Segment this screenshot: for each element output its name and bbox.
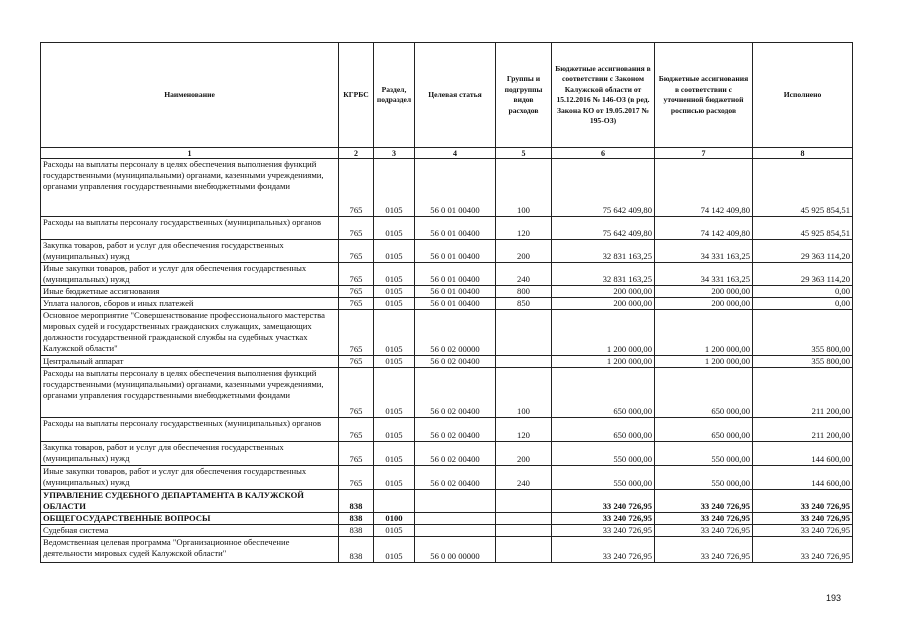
row-name-cell: Уплата налогов, сборов и иных платежей bbox=[41, 298, 339, 310]
row-section-cell: 0105 bbox=[374, 525, 415, 537]
row-law-allocation-cell: 650 000,00 bbox=[552, 368, 655, 418]
row-law-allocation-cell: 200 000,00 bbox=[552, 298, 655, 310]
row-section-cell: 0105 bbox=[374, 240, 415, 263]
row-expense-type-cell: 240 bbox=[496, 263, 552, 286]
table-row bbox=[41, 217, 853, 240]
header-target-item: Целевая статья bbox=[415, 43, 496, 148]
table-row bbox=[41, 513, 853, 525]
row-target-item-cell: 56 0 00 00000 bbox=[415, 537, 496, 563]
table-row bbox=[41, 442, 853, 466]
table-row bbox=[41, 418, 853, 442]
row-expense-type-cell: 200 bbox=[496, 442, 552, 466]
row-target-item-cell: 56 0 01 00400 bbox=[415, 263, 496, 286]
row-executed-cell: 29 363 114,20 bbox=[753, 240, 853, 263]
row-kgrbs-cell: 765 bbox=[339, 418, 374, 442]
budget-table-sheet bbox=[40, 42, 852, 563]
row-revised-allocation-cell: 550 000,00 bbox=[655, 466, 753, 490]
column-number: 1 bbox=[41, 148, 339, 159]
column-number: 3 bbox=[374, 148, 415, 159]
row-kgrbs-cell: 765 bbox=[339, 240, 374, 263]
page-number: 193 bbox=[826, 593, 842, 603]
row-section-cell: 0105 bbox=[374, 159, 415, 217]
row-section-cell: 0105 bbox=[374, 263, 415, 286]
row-law-allocation-cell: 75 642 409,80 bbox=[552, 159, 655, 217]
row-kgrbs-cell: 765 bbox=[339, 442, 374, 466]
row-expense-type-cell bbox=[496, 513, 552, 525]
row-name-cell: Иные закупки товаров, работ и услуг для обеспечения государственных (муниципальных) нужд bbox=[41, 263, 339, 286]
row-target-item-cell: 56 0 01 00400 bbox=[415, 286, 496, 298]
row-name-cell: Иные закупки товаров, работ и услуг для обеспечения государственных (муниципальных) нужд bbox=[41, 466, 339, 490]
row-expense-type-cell bbox=[496, 490, 552, 513]
row-target-item-cell: 56 0 01 00400 bbox=[415, 159, 496, 217]
row-executed-cell: 33 240 726,95 bbox=[753, 537, 853, 563]
row-executed-cell: 29 363 114,20 bbox=[753, 263, 853, 286]
row-executed-cell: 33 240 726,95 bbox=[753, 525, 853, 537]
row-section-cell: 0105 bbox=[374, 286, 415, 298]
row-name-cell: Закупка товаров, работ и услуг для обеспечения государственных (муниципальных) нужд bbox=[41, 442, 339, 466]
header-kgrbs: КГРБС bbox=[339, 43, 374, 148]
table-row bbox=[41, 159, 853, 217]
row-revised-allocation-cell: 33 240 726,95 bbox=[655, 525, 753, 537]
row-law-allocation-cell: 32 831 163,25 bbox=[552, 240, 655, 263]
header-section: Раздел, подраздел bbox=[374, 43, 415, 148]
table-row bbox=[41, 537, 853, 563]
row-revised-allocation-cell: 200 000,00 bbox=[655, 298, 753, 310]
row-executed-cell: 355 800,00 bbox=[753, 356, 853, 368]
row-expense-type-cell: 800 bbox=[496, 286, 552, 298]
row-name-cell: Основное мероприятие "Совершенствование профессионального мастерства мировых судей и государственных гражданских служащих, замещающих должности государственной гражданской службы на судебных участках Калужской области" bbox=[41, 310, 339, 356]
row-executed-cell: 45 925 854,51 bbox=[753, 217, 853, 240]
column-number: 6 bbox=[552, 148, 655, 159]
row-kgrbs-cell: 765 bbox=[339, 159, 374, 217]
table-row bbox=[41, 310, 853, 356]
row-expense-type-cell: 100 bbox=[496, 159, 552, 217]
row-kgrbs-cell: 765 bbox=[339, 286, 374, 298]
row-revised-allocation-cell: 33 240 726,95 bbox=[655, 537, 753, 563]
row-name-cell: Расходы на выплаты персоналу в целях обеспечения выполнения функций государственными (муниципальными) органами, казенными учреждениями, органами управления государственными внебюджетными фондами bbox=[41, 159, 339, 217]
row-name-cell: Судебная система bbox=[41, 525, 339, 537]
row-kgrbs-cell: 765 bbox=[339, 263, 374, 286]
row-law-allocation-cell: 75 642 409,80 bbox=[552, 217, 655, 240]
row-name-cell: УПРАВЛЕНИЕ СУДЕБНОГО ДЕПАРТАМЕНТА В КАЛУЖСКОЙ ОБЛАСТИ bbox=[41, 490, 339, 513]
row-revised-allocation-cell: 33 240 726,95 bbox=[655, 513, 753, 525]
row-revised-allocation-cell: 34 331 163,25 bbox=[655, 240, 753, 263]
row-name-cell: Расходы на выплаты персоналу государственных (муниципальных) органов bbox=[41, 418, 339, 442]
row-revised-allocation-cell: 650 000,00 bbox=[655, 368, 753, 418]
row-kgrbs-cell: 765 bbox=[339, 298, 374, 310]
row-section-cell: 0105 bbox=[374, 368, 415, 418]
row-executed-cell: 0,00 bbox=[753, 286, 853, 298]
row-name-cell: Иные бюджетные ассигнования bbox=[41, 286, 339, 298]
header-executed: Исполнено bbox=[753, 43, 853, 148]
row-target-item-cell: 56 0 01 00400 bbox=[415, 217, 496, 240]
row-expense-type-cell: 240 bbox=[496, 466, 552, 490]
row-name-cell: Центральный аппарат bbox=[41, 356, 339, 368]
table-row bbox=[41, 286, 853, 298]
row-expense-type-cell: 100 bbox=[496, 368, 552, 418]
column-number: 8 bbox=[753, 148, 853, 159]
row-name-cell: Расходы на выплаты персоналу государственных (муниципальных) органов bbox=[41, 217, 339, 240]
row-target-item-cell: 56 0 02 00000 bbox=[415, 310, 496, 356]
row-law-allocation-cell: 32 831 163,25 bbox=[552, 263, 655, 286]
row-target-item-cell bbox=[415, 513, 496, 525]
row-target-item-cell: 56 0 02 00400 bbox=[415, 466, 496, 490]
row-section-cell bbox=[374, 490, 415, 513]
row-target-item-cell: 56 0 02 00400 bbox=[415, 356, 496, 368]
header-revised-allocation: Бюджетные ассигнования в соответствии с уточненной бюджетной росписью расходов bbox=[655, 43, 753, 148]
row-revised-allocation-cell: 74 142 409,80 bbox=[655, 217, 753, 240]
row-kgrbs-cell: 765 bbox=[339, 217, 374, 240]
row-section-cell: 0105 bbox=[374, 310, 415, 356]
row-name-cell: Расходы на выплаты персоналу в целях обеспечения выполнения функций государственными (муниципальными) органами, казенными учреждениями, органами управления государственными внебюджетными фондами bbox=[41, 368, 339, 418]
row-expense-type-cell bbox=[496, 537, 552, 563]
row-section-cell: 0105 bbox=[374, 466, 415, 490]
row-expense-type-cell bbox=[496, 310, 552, 356]
row-kgrbs-cell: 838 bbox=[339, 490, 374, 513]
row-executed-cell: 33 240 726,95 bbox=[753, 513, 853, 525]
table-row bbox=[41, 298, 853, 310]
row-law-allocation-cell: 33 240 726,95 bbox=[552, 537, 655, 563]
row-executed-cell: 144 600,00 bbox=[753, 466, 853, 490]
row-revised-allocation-cell: 200 000,00 bbox=[655, 286, 753, 298]
row-target-item-cell: 56 0 01 00400 bbox=[415, 298, 496, 310]
row-kgrbs-cell: 838 bbox=[339, 513, 374, 525]
row-revised-allocation-cell: 650 000,00 bbox=[655, 418, 753, 442]
row-section-cell: 0105 bbox=[374, 442, 415, 466]
column-number: 2 bbox=[339, 148, 374, 159]
row-name-cell: Закупка товаров, работ и услуг для обеспечения государственных (муниципальных) нужд bbox=[41, 240, 339, 263]
column-number: 7 bbox=[655, 148, 753, 159]
row-section-cell: 0105 bbox=[374, 356, 415, 368]
row-law-allocation-cell: 650 000,00 bbox=[552, 418, 655, 442]
row-kgrbs-cell: 765 bbox=[339, 368, 374, 418]
row-revised-allocation-cell: 34 331 163,25 bbox=[655, 263, 753, 286]
row-target-item-cell bbox=[415, 525, 496, 537]
row-revised-allocation-cell: 74 142 409,80 bbox=[655, 159, 753, 217]
row-law-allocation-cell: 33 240 726,95 bbox=[552, 525, 655, 537]
row-expense-type-cell: 120 bbox=[496, 418, 552, 442]
table-row bbox=[41, 466, 853, 490]
table-row bbox=[41, 263, 853, 286]
row-section-cell: 0105 bbox=[374, 217, 415, 240]
row-law-allocation-cell: 33 240 726,95 bbox=[552, 490, 655, 513]
row-revised-allocation-cell: 33 240 726,95 bbox=[655, 490, 753, 513]
header-row bbox=[41, 43, 853, 148]
row-expense-type-cell: 200 bbox=[496, 240, 552, 263]
row-target-item-cell: 56 0 02 00400 bbox=[415, 418, 496, 442]
row-revised-allocation-cell: 1 200 000,00 bbox=[655, 310, 753, 356]
row-executed-cell: 144 600,00 bbox=[753, 442, 853, 466]
row-section-cell: 0100 bbox=[374, 513, 415, 525]
row-law-allocation-cell: 1 200 000,00 bbox=[552, 356, 655, 368]
row-name-cell: Ведомственная целевая программа "Организационное обеспечение деятельности мировых судей Калужской области" bbox=[41, 537, 339, 563]
row-law-allocation-cell: 200 000,00 bbox=[552, 286, 655, 298]
table-row bbox=[41, 356, 853, 368]
row-target-item-cell: 56 0 02 00400 bbox=[415, 442, 496, 466]
row-revised-allocation-cell: 550 000,00 bbox=[655, 442, 753, 466]
row-section-cell: 0105 bbox=[374, 418, 415, 442]
row-name-cell: ОБЩЕГОСУДАРСТВЕННЫЕ ВОПРОСЫ bbox=[41, 513, 339, 525]
row-executed-cell: 211 200,00 bbox=[753, 368, 853, 418]
row-target-item-cell: 56 0 01 00400 bbox=[415, 240, 496, 263]
row-expense-type-cell bbox=[496, 356, 552, 368]
row-kgrbs-cell: 838 bbox=[339, 525, 374, 537]
row-target-item-cell: 56 0 02 00400 bbox=[415, 368, 496, 418]
budget-table bbox=[40, 42, 853, 563]
row-expense-type-cell bbox=[496, 525, 552, 537]
column-number: 5 bbox=[496, 148, 552, 159]
row-target-item-cell bbox=[415, 490, 496, 513]
row-executed-cell: 211 200,00 bbox=[753, 418, 853, 442]
header-name: Наименование bbox=[41, 43, 339, 148]
row-executed-cell: 355 800,00 bbox=[753, 310, 853, 356]
row-law-allocation-cell: 33 240 726,95 bbox=[552, 513, 655, 525]
row-section-cell: 0105 bbox=[374, 298, 415, 310]
row-law-allocation-cell: 1 200 000,00 bbox=[552, 310, 655, 356]
column-number: 4 bbox=[415, 148, 496, 159]
row-kgrbs-cell: 765 bbox=[339, 466, 374, 490]
row-executed-cell: 45 925 854,51 bbox=[753, 159, 853, 217]
row-law-allocation-cell: 550 000,00 bbox=[552, 442, 655, 466]
header-expense-type: Группы и подгруппы видов расходов bbox=[496, 43, 552, 148]
table-row bbox=[41, 490, 853, 513]
row-kgrbs-cell: 765 bbox=[339, 356, 374, 368]
table-row bbox=[41, 525, 853, 537]
row-executed-cell: 33 240 726,95 bbox=[753, 490, 853, 513]
row-section-cell: 0105 bbox=[374, 537, 415, 563]
row-revised-allocation-cell: 1 200 000,00 bbox=[655, 356, 753, 368]
row-kgrbs-cell: 765 bbox=[339, 310, 374, 356]
column-number-row bbox=[41, 148, 853, 159]
row-expense-type-cell: 850 bbox=[496, 298, 552, 310]
table-body bbox=[41, 159, 853, 563]
row-law-allocation-cell: 550 000,00 bbox=[552, 466, 655, 490]
table-row bbox=[41, 368, 853, 418]
header-law-allocation: Бюджетные ассигнования в соответствии с Законом Калужской области от 15.12.2016 № 146-ОЗ (в ред. Закона КО от 19.05.2017 № 195-ОЗ) bbox=[552, 43, 655, 148]
row-kgrbs-cell: 838 bbox=[339, 537, 374, 563]
row-executed-cell: 0,00 bbox=[753, 298, 853, 310]
row-expense-type-cell: 120 bbox=[496, 217, 552, 240]
table-row bbox=[41, 240, 853, 263]
